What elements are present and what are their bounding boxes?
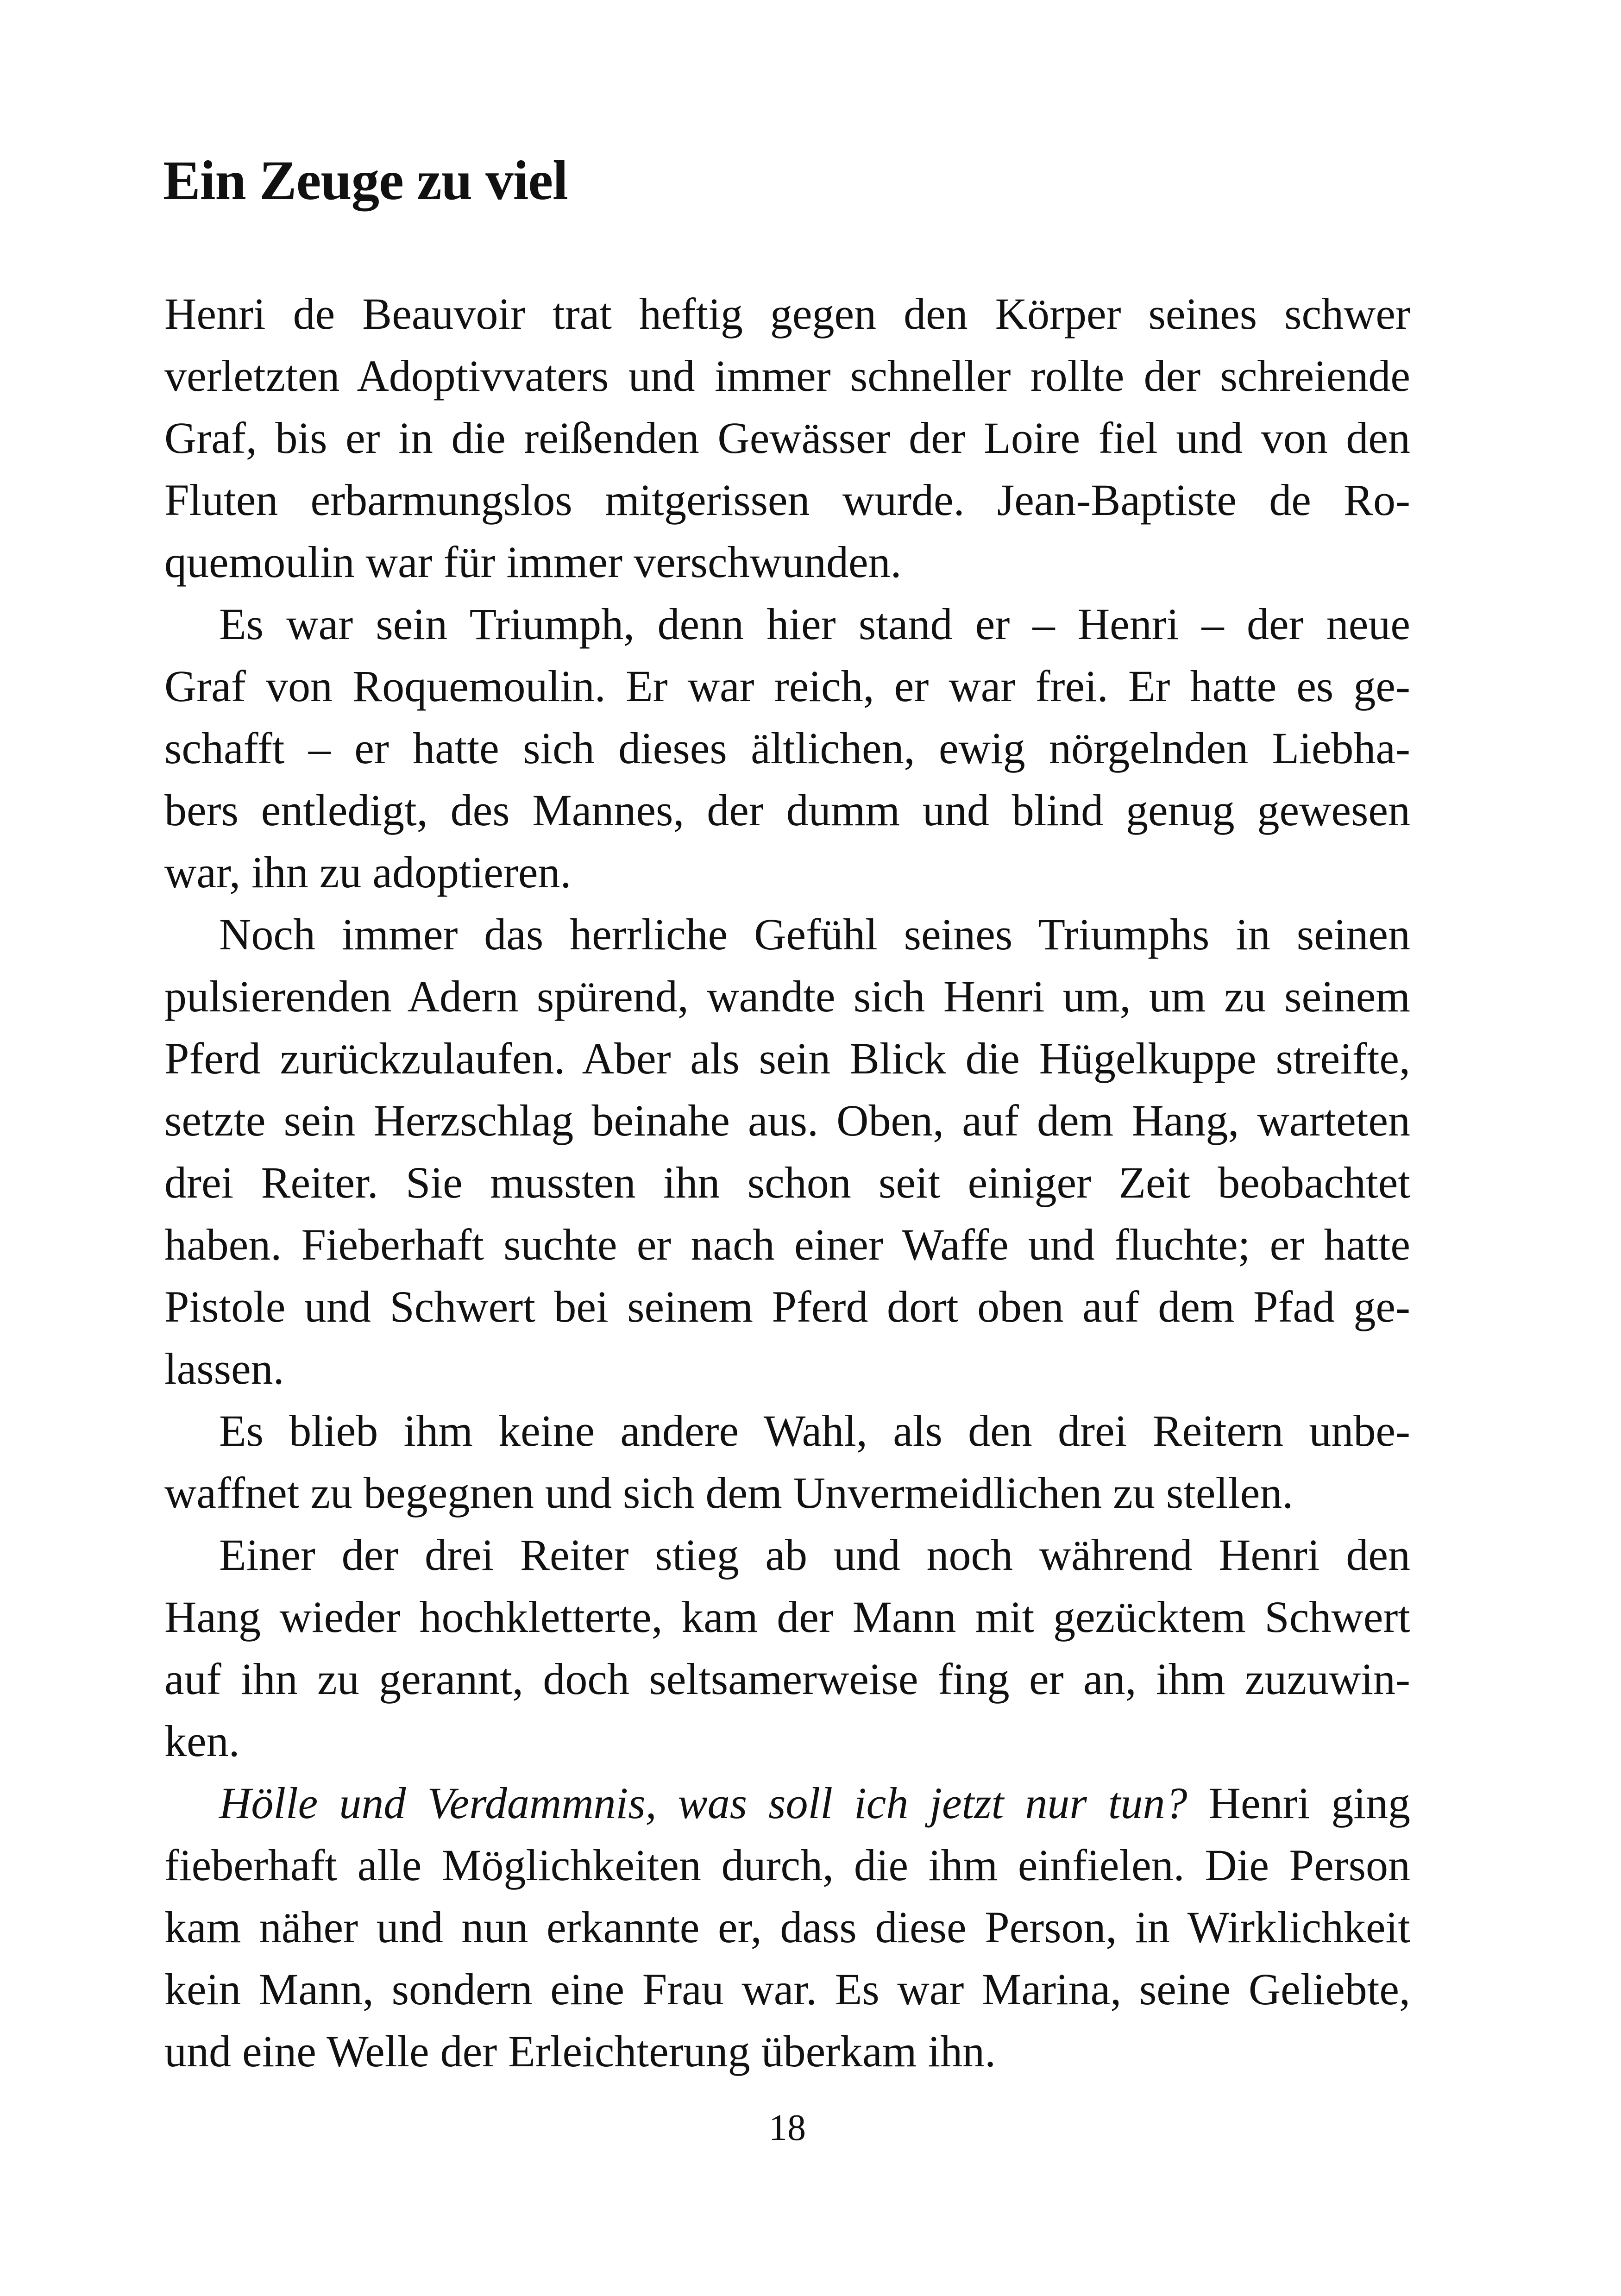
- text-line: waffnet zu begegnen und sich dem Unvermeidlichen zu stellen.: [164, 1468, 1294, 1518]
- paragraph-3: [164, 903, 1410, 1400]
- text-line: war, ihn zu adoptieren.: [164, 847, 572, 897]
- chapter-title: Ein Zeuge zu viel: [163, 150, 568, 212]
- page-number: 18: [769, 2108, 806, 2148]
- text-line: und eine Welle der Erleichterung überkam ihn.: [164, 2026, 996, 2076]
- text-line: Graf von Roquemoulin. Er war reich, er war frei. Er hatte es ge-: [164, 661, 1410, 711]
- text-line: Henri de Beauvoir trat heftig gegen den Körper seines schwer: [164, 289, 1410, 339]
- text-line: bers entledigt, des Mannes, der dumm und blind genug gewesen: [164, 785, 1410, 835]
- text-line: Einer der drei Reiter stieg ab und noch während Henri den: [219, 1530, 1410, 1580]
- text-line: quemoulin war für immer verschwunden.: [164, 537, 902, 587]
- text-line: Hang wieder hochkletterte, kam der Mann mit gezücktem Schwert: [164, 1592, 1410, 1642]
- text-line: auf ihn zu gerannt, doch seltsamerweise fing er an, ihm zuzuwin-: [164, 1654, 1410, 1704]
- text-line: drei Reiter. Sie mussten ihn schon seit einiger Zeit beobachtet: [164, 1158, 1410, 1207]
- italic-thought: Hölle und Verdammnis, was soll ich jetzt nur tun?: [219, 1778, 1187, 1828]
- text-line: haben. Fieberhaft suchte er nach einer Waffe und fluchte; er hatte: [164, 1220, 1410, 1269]
- text-line: Pferd zurückzulaufen. Aber als sein Blick die Hügelkuppe streifte,: [164, 1034, 1410, 1083]
- text-line: kein Mann, sondern eine Frau war. Es war Marina, seine Geliebte,: [164, 1964, 1410, 2014]
- text-line: ken.: [164, 1716, 240, 1766]
- text-line: kam näher und nun erkannte er, dass diese Person, in Wirklichkeit: [164, 1902, 1410, 1952]
- text-line: [164, 1772, 1410, 1834]
- text-line: setzte sein Herzschlag beinahe aus. Oben, auf dem Hang, warteten: [164, 1096, 1410, 1145]
- body-text: [164, 283, 1410, 2083]
- text-line: schafft – er hatte sich dieses ältlichen, ewig nörgelnden Liebha-: [164, 723, 1410, 773]
- text-fragment: Henri ging: [1187, 1778, 1411, 1828]
- text-line: Es war sein Triumph, denn hier stand er – Henri – der neue: [219, 599, 1410, 649]
- text-line: Pistole und Schwert bei seinem Pferd dort oben auf dem Pfad ge-: [164, 1282, 1410, 1331]
- text-line: pulsierenden Adern spürend, wandte sich Henri um, um zu seinem: [164, 972, 1410, 1021]
- paragraph-1: [164, 283, 1410, 593]
- text-line: Noch immer das herrliche Gefühl seines Triumphs in seinen: [219, 910, 1410, 959]
- paragraph-4: [164, 1400, 1410, 1524]
- paragraph-5: [164, 1524, 1410, 1772]
- text-line: Es blieb ihm keine andere Wahl, als den drei Reitern unbe-: [219, 1406, 1410, 1455]
- text-line: fieberhaft alle Möglichkeiten durch, die ihm einfielen. Die Person: [164, 1840, 1410, 1890]
- text-line: Fluten erbarmungslos mitgerissen wurde. Jean-Baptiste de Ro-: [164, 475, 1410, 525]
- text-line: Graf, bis er in die reißenden Gewässer der Loire fiel und von den: [164, 413, 1410, 463]
- paragraph-6: [164, 1772, 1410, 2083]
- paragraph-2: [164, 593, 1410, 903]
- text-line: lassen.: [164, 1344, 284, 1393]
- text-line: verletzten Adoptivvaters und immer schneller rollte der schreiende: [164, 351, 1410, 401]
